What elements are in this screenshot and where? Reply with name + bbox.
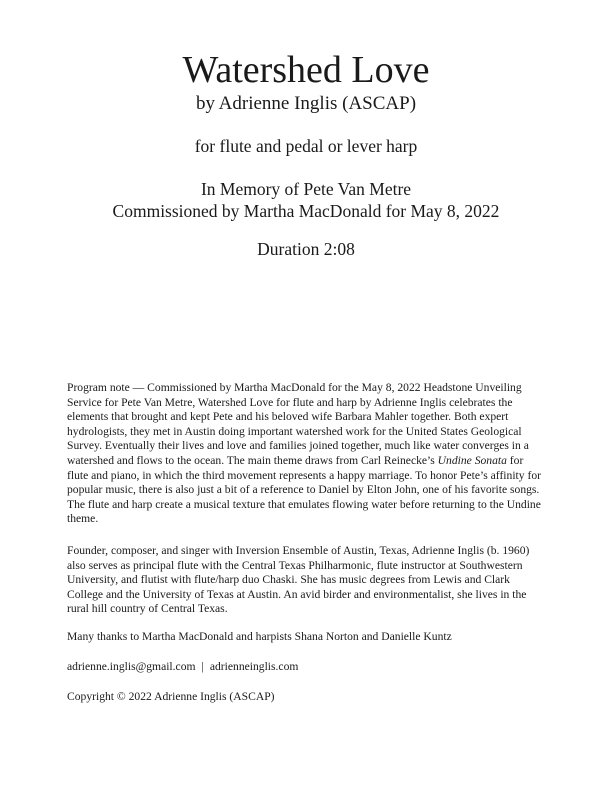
dedication-block bbox=[0, 178, 612, 222]
piece-title: Watershed Love bbox=[182, 49, 430, 91]
composer-byline: by Adrienne Inglis (ASCAP) bbox=[195, 93, 417, 114]
commission-line: Commissioned by Martha MacDonald for May 8, 2022 bbox=[112, 201, 500, 221]
acknowledgements: Many thanks to Martha MacDonald and harpists Shana Norton and Danielle Kuntz bbox=[67, 630, 452, 643]
program-note bbox=[67, 381, 545, 527]
contact-separator: | bbox=[201, 660, 204, 673]
contact-website: adrienneinglis.com bbox=[209, 660, 299, 673]
instrumentation: for flute and pedal or lever harp bbox=[194, 136, 418, 156]
program-note-text-1: Program note — Commissioned by Martha MacDonald for the May 8, 2022 Headstone Unveiling Service for Pete Van Metre, Watershed Love for flute and harp by Adrienne Inglis celebrates the elements that brought and kept Pete and his beloved wife Barbara Mahler together. Both expert hydrologists, they met in Austin doing important watershed work for the United States Geological Survey. Eventually their lives and love and families joined together, much like water converges in a watershed and flows to the ocean. The main theme draws from Carl Reinecke’s bbox=[67, 381, 529, 467]
composer-bio: Founder, composer, and singer with Inversion Ensemble of Austin, Texas, Adrienne Inglis (b. 1960) also serves as principal flute with the Central Texas Philharmonic, flute instructor at Southwestern University, and flutist with flute/harp duo Chaski. She has music degrees from Lewis and Clark College and the University of Texas at Austin. An avid birder and environmentalist, she lives in the rural hill country of Central Texas. bbox=[67, 544, 530, 616]
program-note-work-title: Undine Sonata bbox=[437, 453, 507, 467]
program-note-text-2: for flute and piano, in which the third movement represents a happy marriage. To honor Pete’s affinity for popular music, there is also just a bit of a reference to Daniel by Elton John, one of his favorite songs. The flute and harp create a musical texture that emulates flowing water before returning to the Undine theme. bbox=[67, 453, 541, 526]
duration: Duration 2:08 bbox=[257, 239, 355, 259]
copyright-notice: Copyright © 2022 Adrienne Inglis (ASCAP) bbox=[67, 690, 275, 703]
memorial-line: In Memory of Pete Van Metre bbox=[200, 179, 412, 199]
contact-line bbox=[67, 660, 545, 675]
contact-email: adrienne.inglis@gmail.com bbox=[67, 660, 196, 673]
